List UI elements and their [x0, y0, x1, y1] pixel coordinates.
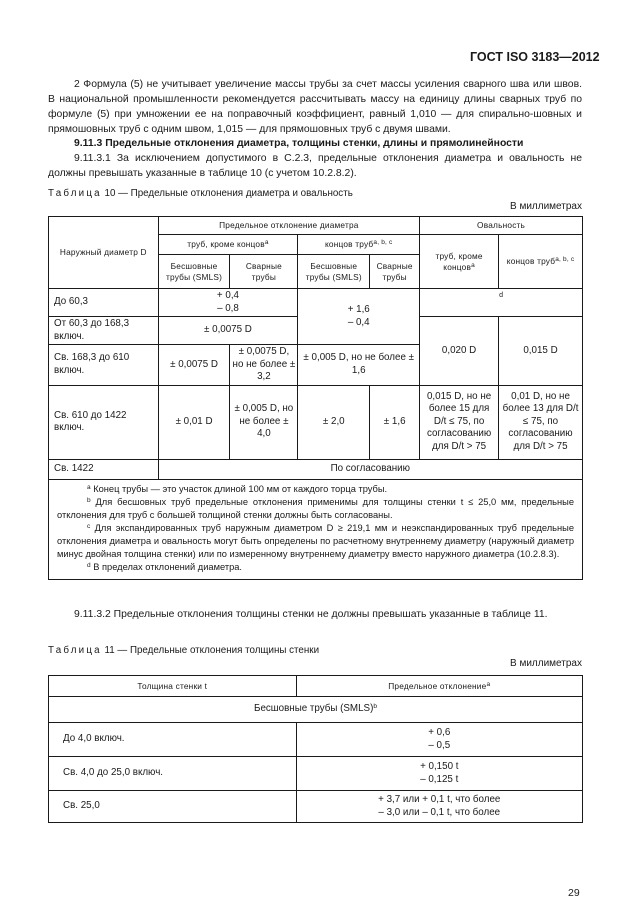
row1-ends-plus: + 1,6 [347, 304, 370, 315]
t11-row2-deviation [296, 757, 582, 791]
footnote-b-text: Для бесшовных труб предельные отклонения применимы для толщины стенки t ≤ 25,0 мм, предельные отклонения для труб с большей толщиной стенки должны быть согласованы. [57, 496, 574, 520]
footnote-ref-a: a [486, 680, 491, 688]
t11-row1-deviation [296, 723, 582, 757]
footnote-b [57, 496, 574, 522]
t11-row1-plus: + 0,6 [428, 727, 451, 738]
header-pipes-except-ends [158, 235, 298, 255]
row3-ends: ± 0,005 D, но не более ± 1,6 [298, 345, 420, 386]
row3-ovality-ends: 0,015 D [499, 317, 583, 386]
table11-caption-prefix: Таблица [48, 645, 102, 656]
row4-ovality-pipes: 0,015 D, но не более 15 для D/t ≤ 75, по согласованию для D/t > 75 [420, 385, 499, 459]
group-seamless [49, 697, 583, 723]
table-11 [48, 675, 583, 823]
footnote-ref-b: b [373, 703, 377, 711]
header-pipes-except-ends-text: труб, кроме концов [187, 239, 265, 249]
t11-row2-plus: + 0,150 t [420, 761, 459, 772]
header-outer-diameter: Наружный диаметр D [49, 217, 159, 289]
table10-caption [48, 188, 353, 199]
row1-body-minus: – 0,8 [217, 302, 239, 314]
header-deviation [296, 676, 582, 697]
footnote-a-mark: a [87, 483, 91, 491]
header-ovality-pipes [420, 235, 499, 289]
paragraph-9-11-3-2: 9.11.3.2 Предельные отклонения толщины стенки не должны превышать указанные в таблице 11. [74, 609, 548, 620]
row5-diameter: Св. 1422 [49, 459, 159, 479]
header-diameter-deviation: Предельное отклонение диаметра [158, 217, 420, 235]
header-welded-ends: Сварные трубы [370, 255, 420, 289]
section-heading: 9.11.3 Предельные отклонения диаметра, толщины стенки, длины и прямолинейности [74, 138, 524, 149]
header-welded: Сварные трубы [230, 255, 298, 289]
table11-caption [48, 645, 319, 656]
table11-caption-text: 11 — Предельные отклонения толщины стенки [101, 645, 320, 656]
table10-footnotes [49, 479, 583, 579]
row1-diameter: До 60,3 [49, 289, 159, 317]
table10-caption-prefix: Таблица [48, 188, 102, 199]
row4-ends-welded: ± 1,6 [370, 385, 420, 459]
footnote-ref-a: a [471, 261, 475, 269]
header-ovality-ends-text: концов труб [506, 256, 556, 266]
table-10 [48, 216, 583, 580]
footnote-c [57, 522, 574, 561]
t11-row3-deviation [296, 791, 582, 823]
t11-row1-thickness: До 4,0 включ. [49, 723, 297, 757]
footnote-a [57, 483, 574, 496]
footnote-d [57, 561, 574, 574]
header-ovality: Овальность [420, 217, 583, 235]
header-ovality-pipes-text: труб, кроме концов [435, 250, 483, 272]
row5-by-agreement: По согласованию [158, 459, 582, 479]
row4-ends-seamless: ± 2,0 [298, 385, 370, 459]
row1-ends-deviation [298, 289, 420, 345]
footnote-c-text: Для экспандированных труб наружным диаметром D ≥ 219,1 мм и неэкспандированных труб предельные отклонения диаметра и овальность могут быть определены по расчетному внутреннему диаметру (наружный диаметр минус двойная толщина стенки) или по измеренному внутреннему диаметру вместо наружного диаметра (10.2.8.3). [57, 522, 574, 559]
row1-body-plus: + 0,4 [216, 290, 239, 301]
header-seamless-ends: Бесшовные трубы (SMLS) [298, 255, 370, 289]
footnote-d-mark: d [87, 561, 91, 569]
row3-diameter: Св. 168,3 до 610 включ. [49, 345, 159, 386]
row3-welded: ± 0,0075 D, но не более ± 3,2 [230, 345, 298, 386]
row1-ovality: d [420, 289, 583, 317]
note-2: 2 Формула (5) не учитывает увеличение массы трубы за счет массы усиления сварного шва или швов. В национальной промышленности рекомендуется рассчитывать массу на единицу длины сварных труб по формуле (5) при умножении ее на поправочный коэффициент, равный 1,010 — для спирально-шовных и прямошовных труб с одним швом, 1,015 — для прямошовных труб с двумя швами. [48, 79, 582, 135]
header-pipe-ends-text: концов труб [324, 239, 374, 249]
table11-unit: В миллиметрах [510, 658, 582, 669]
footnote-ref-abc: a, b, c [373, 239, 393, 246]
footnote-b-mark: b [87, 496, 91, 504]
row3-seamless: ± 0,0075 D [158, 345, 230, 386]
footnote-d-text: В пределах отклонений диаметра. [90, 561, 243, 572]
header-wall-thickness: Толщина стенки t [49, 676, 297, 697]
row4-ovality-ends: 0,01 D, но не более 13 для D/t ≤ 75, по согласованию для D/t > 75 [499, 385, 583, 459]
row4-welded: ± 0,005 D, но не более ± 4,0 [230, 385, 298, 459]
row2-diameter: От 60,3 до 168,3 включ. [49, 317, 159, 345]
footnote-a-text: Конец трубы — это участок длиной 100 мм от каждого торца трубы. [90, 483, 388, 494]
footnote-ref-a: a [264, 239, 269, 246]
footnote-c-mark: c [87, 522, 91, 530]
table10-caption-text: 10 — Предельные отклонения диаметра и овальность [101, 188, 353, 199]
footnote-ref-abc: a, b, c [555, 256, 575, 263]
page-number: 29 [568, 887, 580, 899]
paragraph-9-11-3-1: 9.11.3.1 За исключением допустимого в С.2.3, предельные отклонения диаметра и овальность не должны превышать указанные в таблице 10 (с учетом 10.2.8.2). [48, 153, 582, 179]
t11-row3-thickness: Св. 25,0 [49, 791, 297, 823]
header-seamless: Бесшовные трубы (SMLS) [158, 255, 230, 289]
row4-diameter: Св. 610 до 1422 включ. [49, 385, 159, 459]
header-pipe-ends [298, 235, 420, 255]
row4-seamless: ± 0,01 D [158, 385, 230, 459]
header-ovality-ends [499, 235, 583, 289]
table10-unit: В миллиметрах [510, 201, 582, 212]
row1-body-deviation [158, 289, 298, 317]
t11-row3-plus: + 3,7 или + 0,1 t, что более [378, 794, 501, 805]
row3-ovality-pipes: 0,020 D [420, 317, 499, 386]
row2-body-deviation: ± 0,0075 D [158, 317, 298, 345]
header-deviation-text: Предельное отклонение [388, 680, 487, 691]
document-header: ГОСТ ISO 3183—2012 [470, 50, 600, 64]
group-seamless-text: Бесшовные трубы (SMLS) [254, 703, 374, 715]
t11-row2-thickness: Св. 4,0 до 25,0 включ. [49, 757, 297, 791]
t11-row1-minus: – 0,5 [428, 739, 451, 751]
row1-ends-minus: – 0,4 [347, 316, 370, 328]
t11-row2-minus: – 0,125 t [420, 773, 459, 785]
t11-row3-minus: – 3,0 или – 0,1 t, что более [378, 806, 501, 818]
